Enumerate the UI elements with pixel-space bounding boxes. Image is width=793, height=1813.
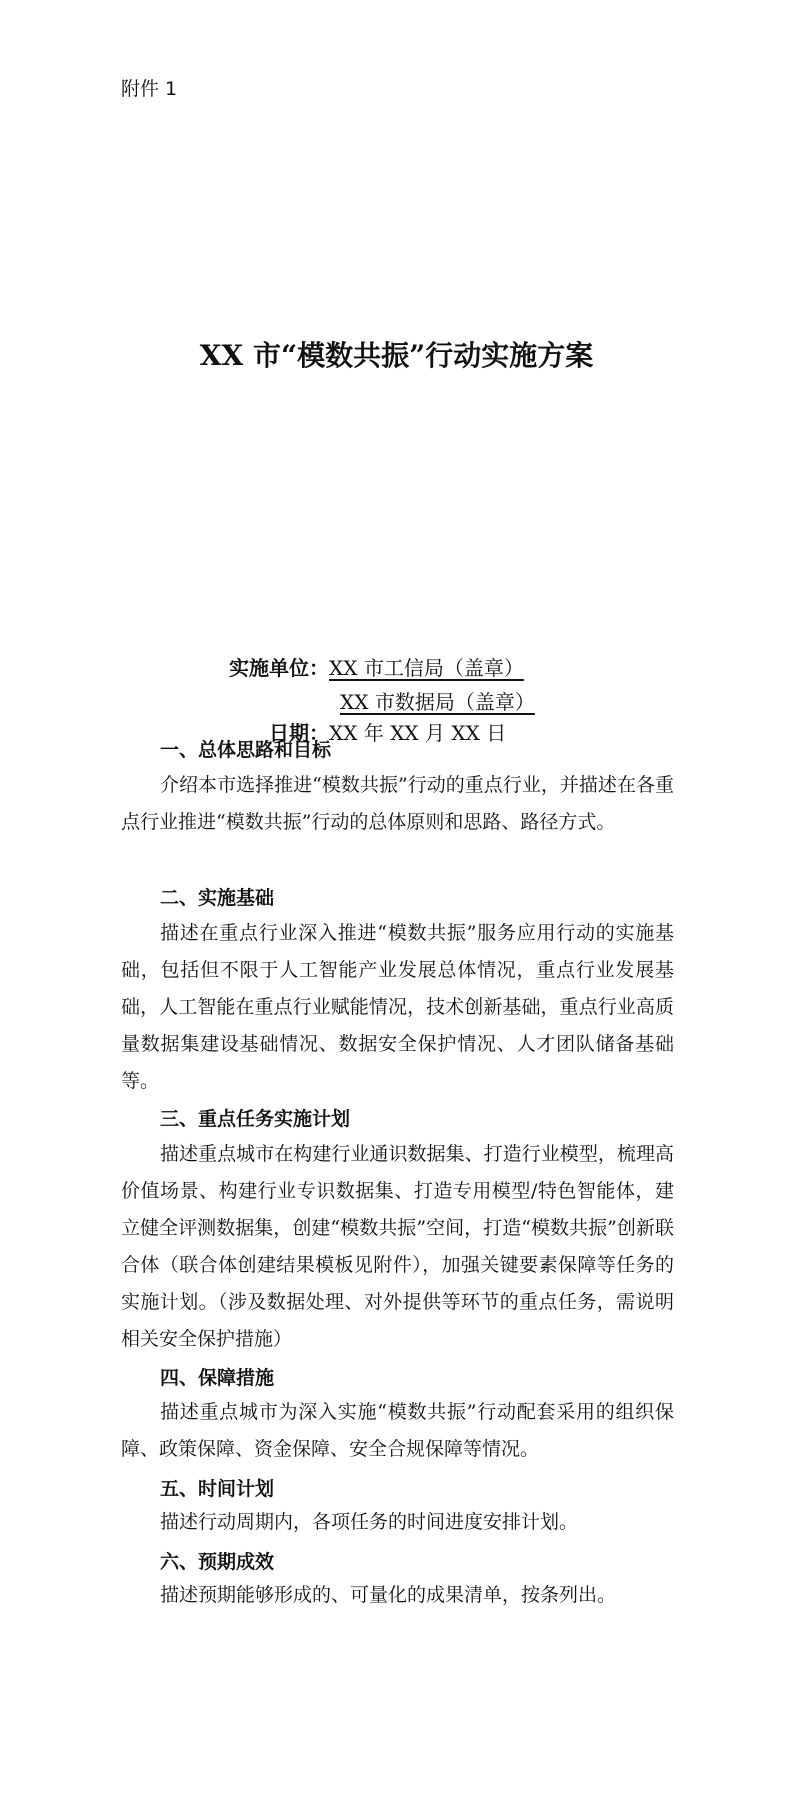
- section-body-1: 介绍本市选择推进“模数共振”行动的重点行业，并描述在各重点行业推进“模数共振”行动的总体原则和思路、路径方式。: [121, 774, 674, 833]
- date-label: 日期：: [269, 721, 329, 745]
- section-heading-1: 一、总体思路和目标: [160, 739, 332, 761]
- unit-name-1: XX 市工信局（盖章）: [329, 656, 524, 680]
- section-body-4: 描述重点城市为深入实施“模数共振”行动配套采用的组织保障、政策保障、资金保障、安全合规保障等情况。: [121, 1401, 674, 1460]
- signature-unit-line-2: [340, 688, 535, 716]
- section-heading-2: 二、实施基础: [160, 887, 275, 909]
- unit-label: 实施单位：: [229, 656, 329, 680]
- section-body-6: 描述预期能够形成的、可量化的成果清单，按条列出。: [160, 1584, 617, 1606]
- unit-name-2: XX 市数据局（盖章）: [340, 690, 535, 714]
- date-value: XX 年 XX 月 XX 日: [329, 721, 507, 745]
- document-title: XX 市“模数共振”行动实施方案: [199, 339, 594, 372]
- section-heading-4: 四、保障措施: [160, 1367, 275, 1389]
- section-heading-3: 三、重点任务实施计划: [160, 1108, 351, 1130]
- section-heading-6: 六、预期成效: [160, 1551, 275, 1573]
- section-heading-5: 五、时间计划: [160, 1478, 275, 1500]
- attachment-label: 附件 1: [121, 78, 178, 100]
- section-body-5: 描述行动周期内，各项任务的时间进度安排计划。: [160, 1511, 579, 1533]
- section-body-3: 描述重点城市在构建行业通识数据集、打造行业模型，梳理高价值场景、构建行业专识数据集、打造专用模型/特色智能体，建立健全评测数据集，创建“模数共振”空间，打造“模数共振”创新联合体（联合体创建结果模板见附件），加强关键要素保障等任务的实施计划。（涉及数据处理、对外提供等环节的重点任务，需说明相关安全保护措施）: [121, 1143, 674, 1350]
- section-body-2: 描述在重点行业深入推进“模数共振”服务应用行动的实施基础，包括但不限于人工智能产业发展总体情况，重点行业发展基础，人工智能在重点行业赋能情况，技术创新基础，重点行业高质量数据集建设基础情况、数据安全保护情况、人才团队储备基础等。: [121, 922, 674, 1092]
- signature-unit-line-1: [229, 654, 524, 682]
